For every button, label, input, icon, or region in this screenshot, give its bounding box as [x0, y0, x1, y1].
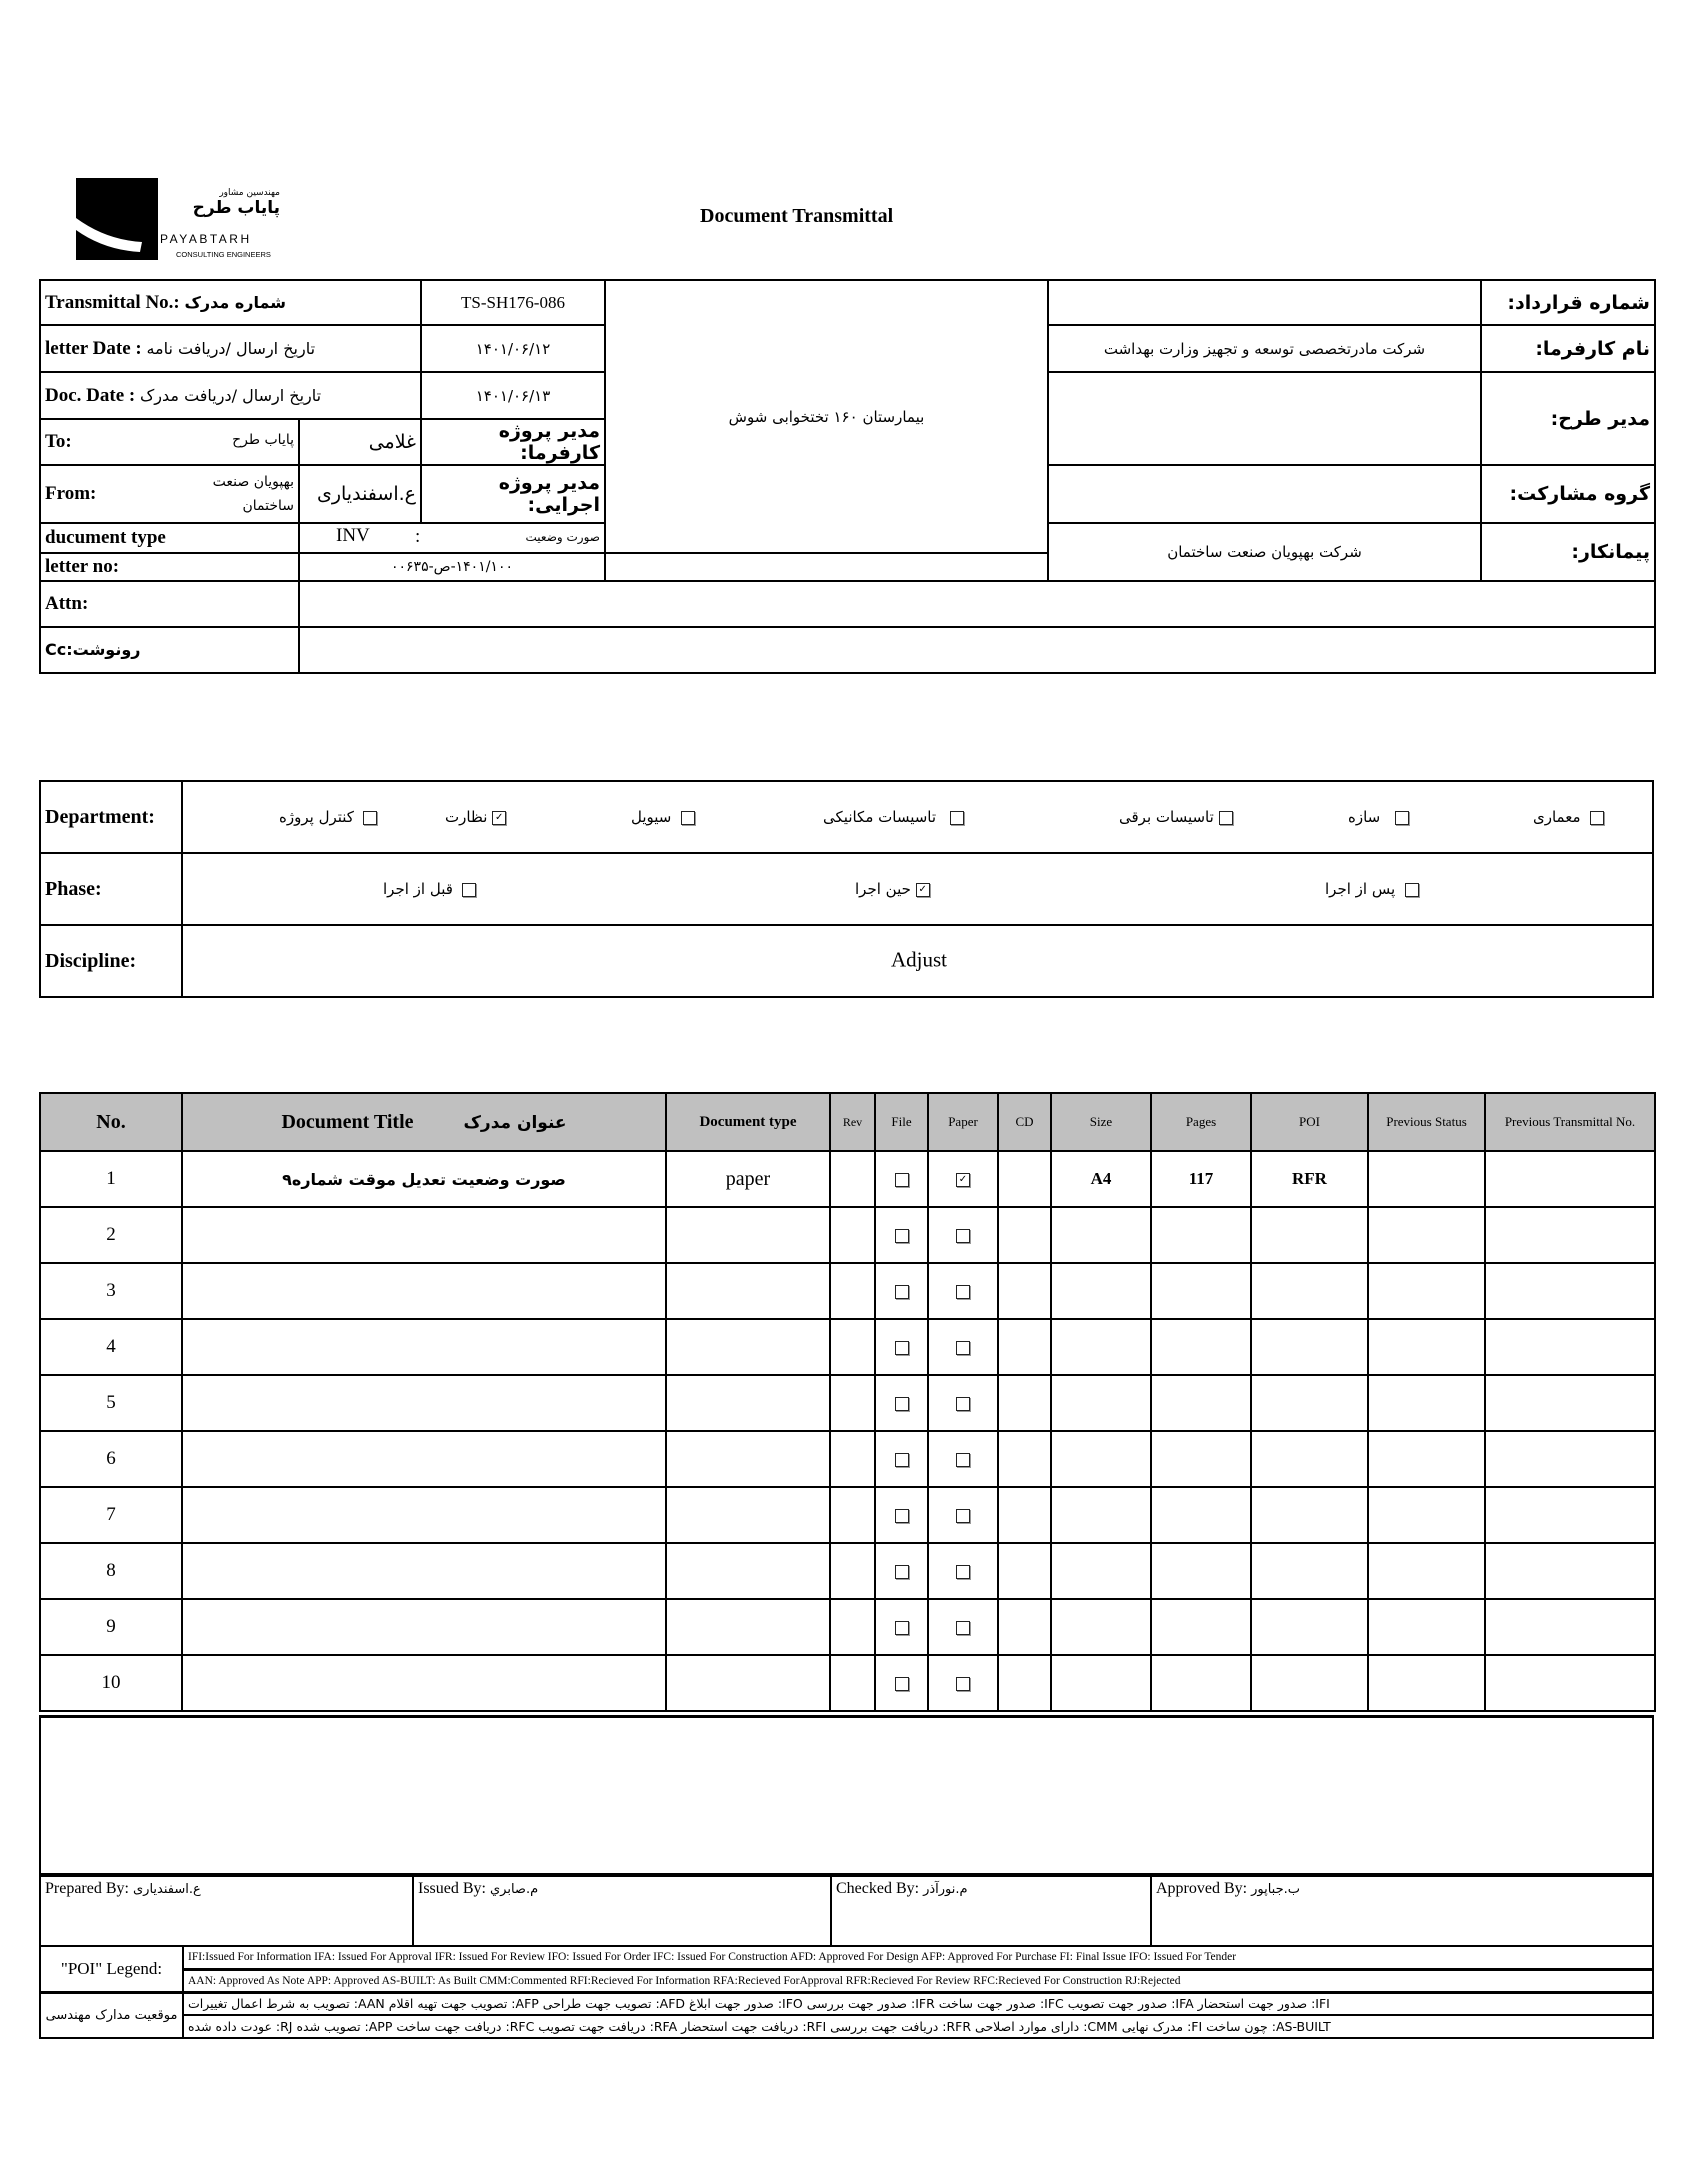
title-header-fa: عنوان مدرک — [463, 1112, 567, 1133]
table-row — [40, 1319, 1655, 1375]
row-pages: 117 — [1151, 1151, 1251, 1207]
checkbox-icon[interactable] — [956, 1621, 970, 1635]
row-type — [666, 1319, 830, 1375]
department-option-supervision[interactable] — [445, 808, 506, 826]
contractor-value: شرکت بهپویان صنعت ساختمان — [1048, 523, 1481, 581]
column-header-no: No. — [40, 1093, 182, 1151]
row-pages — [1151, 1487, 1251, 1543]
status-legend-line-1: IFI: صدور جهت استحضار IFA: صدور جهت تصویب IFC: صدور جهت ساخت IFR: صدور جهت بررسی IFO: صدور جهت ابلاغ AFD: تصویب جهت طراحی AFP: تصویب جهت تهیه اقلام AAN: تصویب به شرط اعمال تغییرات — [183, 1992, 1653, 2015]
table-row — [40, 1431, 1655, 1487]
row-no: 4 — [40, 1319, 182, 1375]
doc-type-label: ducument type — [40, 523, 299, 553]
row-rev — [830, 1319, 875, 1375]
status-legend-line-2: AS-BUILT: چون ساخت FI: مدرک نهایی CMM: دارای موارد اصلاحی RFR: دریافت جهت بررسی RFI: دریافت جهت استحضار RFA: دریافت جهت تصویب RFC: دریافت جهت ساخت APP: تصویب شده RJ: عودت داده شده — [183, 2015, 1653, 2038]
row-no: 7 — [40, 1487, 182, 1543]
row-pages — [1151, 1599, 1251, 1655]
row-paper — [928, 1263, 998, 1319]
to-value: پایاب طرح — [232, 432, 294, 448]
logo-fa-name: پایاب طرح — [192, 198, 280, 218]
option-label: نظارت — [445, 808, 488, 826]
prepared-by-label: Prepared By: — [45, 1880, 129, 1897]
checkbox-icon[interactable] — [462, 883, 476, 897]
client-pm-label: مدیر پروژه کارفرما: — [421, 419, 605, 465]
department-option-civil[interactable] — [631, 808, 695, 826]
option-label: کنترل پروژه — [279, 808, 354, 826]
checkbox-icon[interactable] — [895, 1453, 909, 1467]
checkbox-checked-icon[interactable]: ✓ — [916, 883, 930, 897]
checkbox-icon[interactable] — [895, 1621, 909, 1635]
row-poi — [1251, 1263, 1368, 1319]
column-header-prev-transmittal: Previous Transmittal No. — [1485, 1093, 1655, 1151]
row-paper — [928, 1431, 998, 1487]
row-pages — [1151, 1319, 1251, 1375]
row-file — [875, 1655, 928, 1711]
row-file — [875, 1207, 928, 1263]
approved-by-label: Approved By: — [1156, 1880, 1248, 1897]
row-prev-status — [1368, 1543, 1485, 1599]
row-size — [1051, 1543, 1151, 1599]
client-name-value: شرکت مادرتخصصی توسعه و تجهیز وزارت بهداشت — [1048, 325, 1481, 372]
row-paper — [928, 1543, 998, 1599]
row-file — [875, 1263, 928, 1319]
from-label: From: — [45, 483, 97, 504]
title-header-en: Document Title — [281, 1110, 414, 1133]
row-file — [875, 1151, 928, 1207]
row-file — [875, 1599, 928, 1655]
company-logo-mark — [76, 178, 158, 260]
row-rev — [830, 1151, 875, 1207]
row-prev-transmittal — [1485, 1151, 1655, 1207]
row-paper — [928, 1151, 998, 1207]
discipline-value: Adjust — [891, 947, 948, 972]
row-prev-transmittal — [1485, 1263, 1655, 1319]
checkbox-icon[interactable] — [956, 1229, 970, 1243]
transmittal-no-label: Transmittal No.: — [45, 291, 180, 313]
row-type — [666, 1375, 830, 1431]
contract-no-label: شماره قرارداد: — [1481, 280, 1655, 325]
row-prev-status — [1368, 1599, 1485, 1655]
letter-date-label: letter Date : — [45, 337, 142, 359]
option-label: حین اجرا — [855, 880, 911, 898]
row-cd — [998, 1151, 1051, 1207]
row-poi — [1251, 1599, 1368, 1655]
checkbox-icon[interactable] — [895, 1173, 909, 1187]
row-poi: RFR — [1251, 1151, 1368, 1207]
row-pages — [1151, 1655, 1251, 1711]
cc-label — [40, 627, 299, 673]
doc-type-code: INV — [336, 525, 370, 546]
row-file — [875, 1431, 928, 1487]
cc-label-text: Cc:رونوشت — [45, 640, 141, 659]
doc-date-label-fa: تاریخ ارسال /دریافت مدرک — [139, 385, 322, 405]
page-title: Document Transmittal — [700, 205, 894, 227]
row-title — [182, 1375, 666, 1431]
row-type — [666, 1487, 830, 1543]
issued-by-label: Issued By: — [418, 1880, 486, 1897]
to-cell — [40, 419, 299, 465]
row-title: صورت وضعیت تعدیل موقت شماره۹ — [182, 1151, 666, 1207]
checkbox-icon[interactable] — [363, 811, 377, 825]
company-logo-text — [160, 188, 290, 268]
department-option-project-control[interactable] — [279, 808, 377, 826]
signatures-table — [39, 1875, 1654, 1947]
row-cd — [998, 1599, 1051, 1655]
row-cd — [998, 1655, 1051, 1711]
checkbox-checked-icon[interactable]: ✓ — [492, 811, 506, 825]
client-name-label: نام کارفرما: — [1481, 325, 1655, 372]
documents-table — [39, 1092, 1656, 1712]
row-title — [182, 1431, 666, 1487]
department-option-architecture[interactable] — [1533, 808, 1604, 826]
row-paper — [928, 1319, 998, 1375]
department-label: Department: — [40, 781, 182, 853]
prepared-by-name: ع.اسفندیاری — [132, 1882, 201, 1897]
column-header-type: Document type — [666, 1093, 830, 1151]
row-file — [875, 1319, 928, 1375]
row-rev — [830, 1543, 875, 1599]
row-pages — [1151, 1263, 1251, 1319]
row-prev-status — [1368, 1375, 1485, 1431]
row-file — [875, 1543, 928, 1599]
logo-swoosh-icon — [76, 178, 158, 260]
row-type: paper — [666, 1151, 830, 1207]
row-paper — [928, 1375, 998, 1431]
transmittal-no-label-cell — [40, 280, 421, 325]
partnership-value — [1048, 465, 1481, 523]
row-prev-status — [1368, 1263, 1485, 1319]
row-file — [875, 1487, 928, 1543]
row-poi — [1251, 1487, 1368, 1543]
phase-option-after[interactable] — [1325, 880, 1419, 898]
row-size — [1051, 1431, 1151, 1487]
legend-table — [39, 1945, 1654, 2039]
checked-by-cell — [831, 1876, 1151, 1946]
phase-option-before[interactable] — [383, 880, 476, 898]
client-pm-value: غلامی — [299, 419, 421, 465]
row-size — [1051, 1375, 1151, 1431]
doc-date-value: ۱۴۰۱/۰۶/۱۳ — [421, 372, 605, 419]
discipline-label: Discipline: — [40, 925, 182, 997]
table-row — [40, 1151, 1655, 1207]
doc-type-separator: : — [415, 526, 421, 547]
row-no: 6 — [40, 1431, 182, 1487]
row-cd — [998, 1319, 1051, 1375]
row-poi — [1251, 1655, 1368, 1711]
doc-type-fa: صورت وضعیت — [525, 530, 600, 544]
letter-date-value: ۱۴۰۱/۰۶/۱۲ — [421, 325, 605, 372]
row-type — [666, 1431, 830, 1487]
row-rev — [830, 1487, 875, 1543]
row-pages — [1151, 1375, 1251, 1431]
letter-no-label: letter no: — [40, 553, 299, 581]
partnership-label: گروه مشارکت: — [1481, 465, 1655, 523]
issued-by-name: م.صابري — [490, 1882, 539, 1897]
plan-manager-label: مدیر طرح: — [1481, 372, 1655, 465]
checkbox-icon[interactable] — [895, 1565, 909, 1579]
row-rev — [830, 1431, 875, 1487]
remarks-area — [39, 1715, 1654, 1875]
row-size — [1051, 1599, 1151, 1655]
row-rev — [830, 1263, 875, 1319]
row-prev-transmittal — [1485, 1319, 1655, 1375]
row-title — [182, 1263, 666, 1319]
table-row — [40, 1207, 1655, 1263]
row-title — [182, 1599, 666, 1655]
row-prev-status — [1368, 1319, 1485, 1375]
column-header-size: Size — [1051, 1093, 1151, 1151]
poi-legend-line-2: AAN: Approved As Note APP: Approved AS-BUILT: As Built CMM:Commented RFI:Recieved For Information RFA:Recieved ForApproval RFR:Recieved For Review RFC:Recieved For Construction RJ:Rejected — [183, 1969, 1653, 1992]
discipline-value-cell — [182, 925, 1653, 997]
logo-fa-subtitle: مهندسین مشاور — [219, 188, 280, 198]
phase-options — [182, 853, 1653, 925]
table-row — [40, 1543, 1655, 1599]
column-header-file: File — [875, 1093, 928, 1151]
department-option-mechanical[interactable] — [823, 808, 964, 826]
row-file — [875, 1375, 928, 1431]
column-header-paper: Paper — [928, 1093, 998, 1151]
table-row — [40, 1487, 1655, 1543]
checkbox-icon[interactable] — [956, 1509, 970, 1523]
checkbox-checked-icon[interactable]: ✓ — [956, 1173, 970, 1187]
logo-en-subtitle: CONSULTING ENGINEERS — [176, 250, 271, 259]
row-rev — [830, 1655, 875, 1711]
row-no: 9 — [40, 1599, 182, 1655]
transmittal-no-value: TS-SH176-086 — [421, 280, 605, 325]
row-prev-transmittal — [1485, 1655, 1655, 1711]
option-label: سازه — [1348, 808, 1381, 826]
table-row — [40, 1263, 1655, 1319]
option-label: قبل از اجرا — [383, 880, 453, 898]
row-title — [182, 1655, 666, 1711]
row-no: 2 — [40, 1207, 182, 1263]
row-prev-transmittal — [1485, 1207, 1655, 1263]
cc-value — [299, 627, 1655, 673]
table-row — [40, 1375, 1655, 1431]
row-pages — [1151, 1207, 1251, 1263]
to-label: To: — [45, 431, 72, 452]
row-type — [666, 1263, 830, 1319]
checkbox-icon[interactable] — [956, 1677, 970, 1691]
checkbox-icon[interactable] — [1395, 811, 1409, 825]
checkbox-icon[interactable] — [1405, 883, 1419, 897]
table-row — [40, 1655, 1655, 1711]
checkbox-icon[interactable] — [895, 1397, 909, 1411]
row-size — [1051, 1319, 1151, 1375]
row-prev-status — [1368, 1487, 1485, 1543]
checkbox-icon[interactable] — [895, 1229, 909, 1243]
checkbox-icon[interactable] — [1219, 811, 1233, 825]
checkbox-icon[interactable] — [895, 1341, 909, 1355]
row-poi — [1251, 1319, 1368, 1375]
row-prev-status — [1368, 1207, 1485, 1263]
doc-date-label-cell — [40, 372, 421, 419]
row-type — [666, 1207, 830, 1263]
checkbox-icon[interactable] — [956, 1285, 970, 1299]
phase-option-during[interactable] — [855, 880, 930, 898]
row-poi — [1251, 1207, 1368, 1263]
checkbox-icon[interactable] — [956, 1565, 970, 1579]
row-no: 10 — [40, 1655, 182, 1711]
option-label: پس از اجرا — [1325, 880, 1396, 898]
exec-pm-value: ع.اسفندیاری — [299, 465, 421, 523]
table-row — [40, 1599, 1655, 1655]
project-name: بیمارستان ۱۶۰ تختخوابی شوش — [605, 280, 1048, 553]
row-size — [1051, 1655, 1151, 1711]
row-prev-status — [1368, 1431, 1485, 1487]
transmittal-info-table — [39, 279, 1656, 674]
checked-by-name: م.نورآذر — [923, 1882, 968, 1897]
row-paper — [928, 1207, 998, 1263]
checkbox-icon[interactable] — [895, 1285, 909, 1299]
row-title — [182, 1207, 666, 1263]
phase-label: Phase: — [40, 853, 182, 925]
row-title — [182, 1487, 666, 1543]
option-label: سیویل — [631, 808, 672, 826]
department-option-electrical[interactable] — [1119, 808, 1233, 826]
department-option-structure[interactable] — [1348, 808, 1409, 826]
checkbox-icon[interactable] — [681, 811, 695, 825]
column-header-poi: POI — [1251, 1093, 1368, 1151]
column-header-title — [182, 1093, 666, 1151]
column-header-prev-status: Previous Status — [1368, 1093, 1485, 1151]
row-rev — [830, 1207, 875, 1263]
classification-table — [39, 780, 1654, 998]
doc-date-label: Doc. Date : — [45, 384, 136, 406]
attn-label: Attn: — [40, 581, 299, 627]
row-cd — [998, 1543, 1051, 1599]
row-pages — [1151, 1543, 1251, 1599]
row-no: 3 — [40, 1263, 182, 1319]
checkbox-icon[interactable] — [950, 811, 964, 825]
option-label: معماری — [1533, 808, 1581, 826]
row-cd — [998, 1487, 1051, 1543]
poi-legend-line-1: IFI:Issued For Information IFA: Issued For Approval IFR: Issued For Review IFO: Issued For Order IFC: Issued For Construction AFD: Approved For Design AFP: Approved For Purchase FI: Final Issue IFO: Issued For Tender — [183, 1946, 1653, 1969]
approved-by-name: ب.جباپور — [1251, 1882, 1301, 1897]
checkbox-icon[interactable] — [956, 1397, 970, 1411]
row-prev-transmittal — [1485, 1487, 1655, 1543]
exec-pm-label: مدیر پروژه اجرایی: — [421, 465, 605, 523]
plan-manager-value — [1048, 372, 1481, 465]
row-rev — [830, 1599, 875, 1655]
row-title — [182, 1319, 666, 1375]
transmittal-no-label-fa: شماره مدرک — [184, 292, 286, 312]
contractor-label: پیمانکار: — [1481, 523, 1655, 581]
row-poi — [1251, 1375, 1368, 1431]
logo-en-name: PAYABTARH — [160, 232, 252, 246]
row-pages — [1151, 1431, 1251, 1487]
row-prev-transmittal — [1485, 1375, 1655, 1431]
row-type — [666, 1655, 830, 1711]
option-label: تاسیسات برقی — [1119, 808, 1214, 826]
row-rev — [830, 1375, 875, 1431]
checkbox-icon[interactable] — [956, 1341, 970, 1355]
row-no: 5 — [40, 1375, 182, 1431]
row-cd — [998, 1263, 1051, 1319]
letter-date-label-cell — [40, 325, 421, 372]
row-poi — [1251, 1431, 1368, 1487]
row-cd — [998, 1375, 1051, 1431]
row-size — [1051, 1263, 1151, 1319]
row-type — [666, 1543, 830, 1599]
department-options — [182, 781, 1653, 853]
column-header-rev: Rev — [830, 1093, 875, 1151]
row-paper — [928, 1655, 998, 1711]
row-paper — [928, 1599, 998, 1655]
checkbox-icon[interactable] — [895, 1677, 909, 1691]
checkbox-icon[interactable] — [956, 1453, 970, 1467]
letter-date-label-fa: تاریخ ارسال /دریافت نامه — [146, 338, 316, 358]
row-size — [1051, 1487, 1151, 1543]
project-cell-spacer — [605, 553, 1048, 581]
option-label: تاسیسات مکانیکی — [823, 808, 937, 826]
row-paper — [928, 1487, 998, 1543]
row-prev-status — [1368, 1151, 1485, 1207]
row-prev-transmittal — [1485, 1543, 1655, 1599]
column-header-pages: Pages — [1151, 1093, 1251, 1151]
row-no: 8 — [40, 1543, 182, 1599]
row-poi — [1251, 1543, 1368, 1599]
engineering-docs-status-label: موقعیت مدارک مهندسی — [40, 1992, 183, 2038]
checked-by-label: Checked By: — [836, 1880, 920, 1897]
issued-by-cell — [413, 1876, 831, 1946]
row-cd — [998, 1431, 1051, 1487]
row-prev-transmittal — [1485, 1599, 1655, 1655]
row-prev-transmittal — [1485, 1431, 1655, 1487]
approved-by-cell — [1151, 1876, 1653, 1946]
poi-legend-label: "POI" Legend: — [40, 1946, 183, 1992]
row-size — [1051, 1207, 1151, 1263]
row-cd — [998, 1207, 1051, 1263]
row-type — [666, 1599, 830, 1655]
doc-type-cell — [299, 523, 605, 553]
from-value: بهپویان صنعت ساختمان — [212, 474, 294, 514]
checkbox-icon[interactable] — [895, 1509, 909, 1523]
contract-no-value — [1048, 280, 1481, 325]
row-size: A4 — [1051, 1151, 1151, 1207]
from-cell — [40, 465, 299, 523]
attn-value — [299, 581, 1655, 627]
prepared-by-cell — [40, 1876, 413, 1946]
checkbox-icon[interactable] — [1590, 811, 1604, 825]
row-no: 1 — [40, 1151, 182, 1207]
row-prev-status — [1368, 1655, 1485, 1711]
row-title — [182, 1543, 666, 1599]
letter-no-value: ۱۴۰۱/۱۰۰-ص-۰۰۶۳۵ — [299, 553, 605, 581]
column-header-cd: CD — [998, 1093, 1051, 1151]
